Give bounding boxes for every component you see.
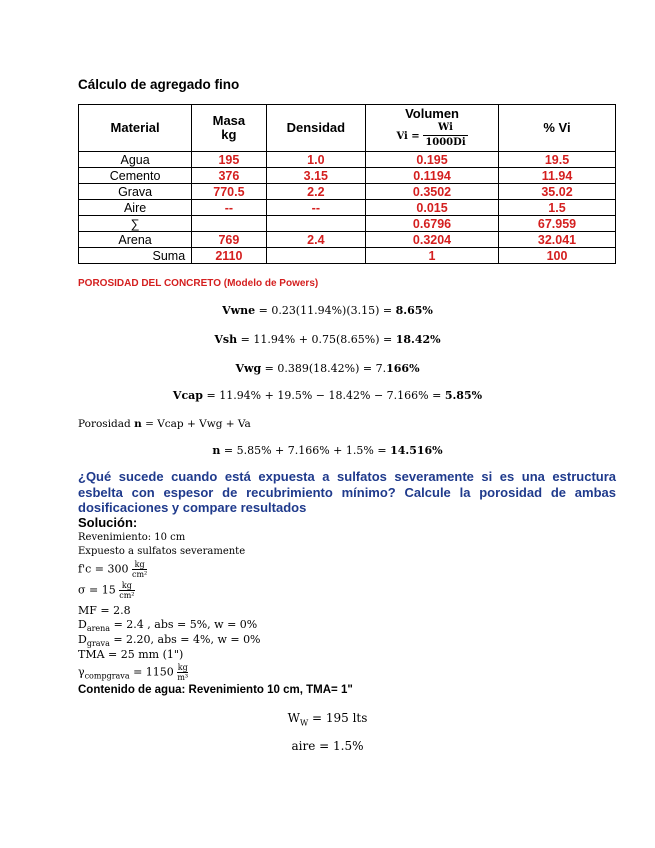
cell-masa: -- <box>192 200 266 216</box>
cell-densidad: -- <box>266 200 365 216</box>
cell-volumen: 0.1194 <box>366 168 499 184</box>
equation-vwg: Vwg = 0.389(18.42%) = 7.166% <box>235 362 420 375</box>
cell-pct: 67.959 <box>499 216 616 232</box>
cell-volumen: 0.6796 <box>366 216 499 232</box>
cell-volumen: 0.3204 <box>366 232 499 248</box>
cell-masa: 770.5 <box>192 184 266 200</box>
ww-equation: $W_W = 195$ lts <box>287 711 368 728</box>
mf-line: MF = 2.8 <box>78 604 131 617</box>
cell-masa <box>192 216 266 232</box>
cell-material: Suma <box>79 248 192 264</box>
gamma-line: $\gamma_{compgrava} = 1150$ $\frac{kg}{\text{m³}}$ <box>78 663 189 682</box>
cell-volumen: 0.3502 <box>366 184 499 200</box>
porosity-formula: Porosidad n = Vcap + Vwg + Va <box>78 418 251 430</box>
cell-material: Cemento <box>79 168 192 184</box>
table-header-row <box>79 105 616 152</box>
question-text: ¿Qué sucede cuando está expuesta a sulfatos severamente si es una estructura esbelta con espesor de recubrimiento mínimo? Calcule la porosidad de ambas dosificaciones y compare resultados <box>78 469 616 515</box>
mix-design-table <box>78 104 616 264</box>
solution-title: Solución: <box>78 515 138 530</box>
cell-material: ∑ <box>79 216 192 232</box>
sigma-line: σ = 15 $\frac{kg}{\text{cm²}}$ <box>78 581 135 600</box>
aire-equation: aire = 1.5% <box>291 739 364 753</box>
header-material: Material <box>79 105 192 152</box>
porosity-section-title: POROSIDAD DEL CONCRETO (Modelo de Powers) <box>78 278 319 289</box>
equation-vsh: Vsh = 11.94% + 0.75(8.65%) = 18.42% <box>214 333 441 346</box>
cell-densidad: 3.15 <box>266 168 365 184</box>
revenimiento-line: Revenimiento: 10 cm <box>78 532 186 543</box>
cell-pct: 1.5 <box>499 200 616 216</box>
cell-material: Grava <box>79 184 192 200</box>
cell-pct: 19.5 <box>499 152 616 168</box>
cell-masa: 195 <box>192 152 266 168</box>
cell-pct: 100 <box>499 248 616 264</box>
page-title: Cálculo de agregado fino <box>78 77 240 92</box>
cell-material: Aire <box>79 200 192 216</box>
cell-densidad <box>266 216 365 232</box>
cell-volumen: 0.015 <box>366 200 499 216</box>
cell-pct: 11.94 <box>499 168 616 184</box>
header-volumen: Volumen Vi = $\frac{Wi}{1000Di}$ <box>366 105 499 152</box>
equation-porosity-result: n = 5.85% + 7.166% + 1.5% = 14.516% <box>212 444 443 457</box>
equation-vwne: Vwne = 0.23(11.94%)(3.15) = 8.65% <box>222 304 433 317</box>
cell-densidad <box>266 248 365 264</box>
header-masa: Masa kg <box>192 105 266 152</box>
cell-masa: 2110 <box>192 248 266 264</box>
cell-densidad: 2.2 <box>266 184 365 200</box>
table-row <box>79 232 616 248</box>
cell-volumen: 1 <box>366 248 499 264</box>
tma-line: TMA = 25 mm (1") <box>78 648 184 661</box>
cell-volumen: 0.195 <box>366 152 499 168</box>
table-row <box>79 168 616 184</box>
d-grava-line: $D_{grava} = 2.20$, abs = 4%, w = 0% <box>78 633 261 649</box>
cell-masa: 376 <box>192 168 266 184</box>
cell-pct: 32.041 <box>499 232 616 248</box>
cell-densidad: 1.0 <box>266 152 365 168</box>
header-densidad: Densidad <box>266 105 365 152</box>
table-row <box>79 216 616 232</box>
cell-material: Agua <box>79 152 192 168</box>
contenido-agua-heading: Contenido de agua: Revenimiento 10 cm, TMA= 1" <box>78 684 353 696</box>
cell-masa: 769 <box>192 232 266 248</box>
cell-densidad: 2.4 <box>266 232 365 248</box>
cell-pct: 35.02 <box>499 184 616 200</box>
fc-line: f'c = 300 $\frac{kg}{\text{cm²}}$ <box>78 560 148 579</box>
cell-material: Arena <box>79 232 192 248</box>
table-row <box>79 200 616 216</box>
equation-vcap: Vcap = 11.94% + 19.5% − 18.42% − 7.166% = 5.85% <box>172 389 483 402</box>
table-row <box>79 152 616 168</box>
header-pct-vi: % Vi <box>499 105 616 152</box>
d-arena-line: $D_{arena} = 2.4$ , abs = 5%, w = 0% <box>78 618 258 634</box>
table-row <box>79 248 616 264</box>
expuesto-line: Expuesto a sulfatos severamente <box>78 546 246 557</box>
table-row <box>79 184 616 200</box>
